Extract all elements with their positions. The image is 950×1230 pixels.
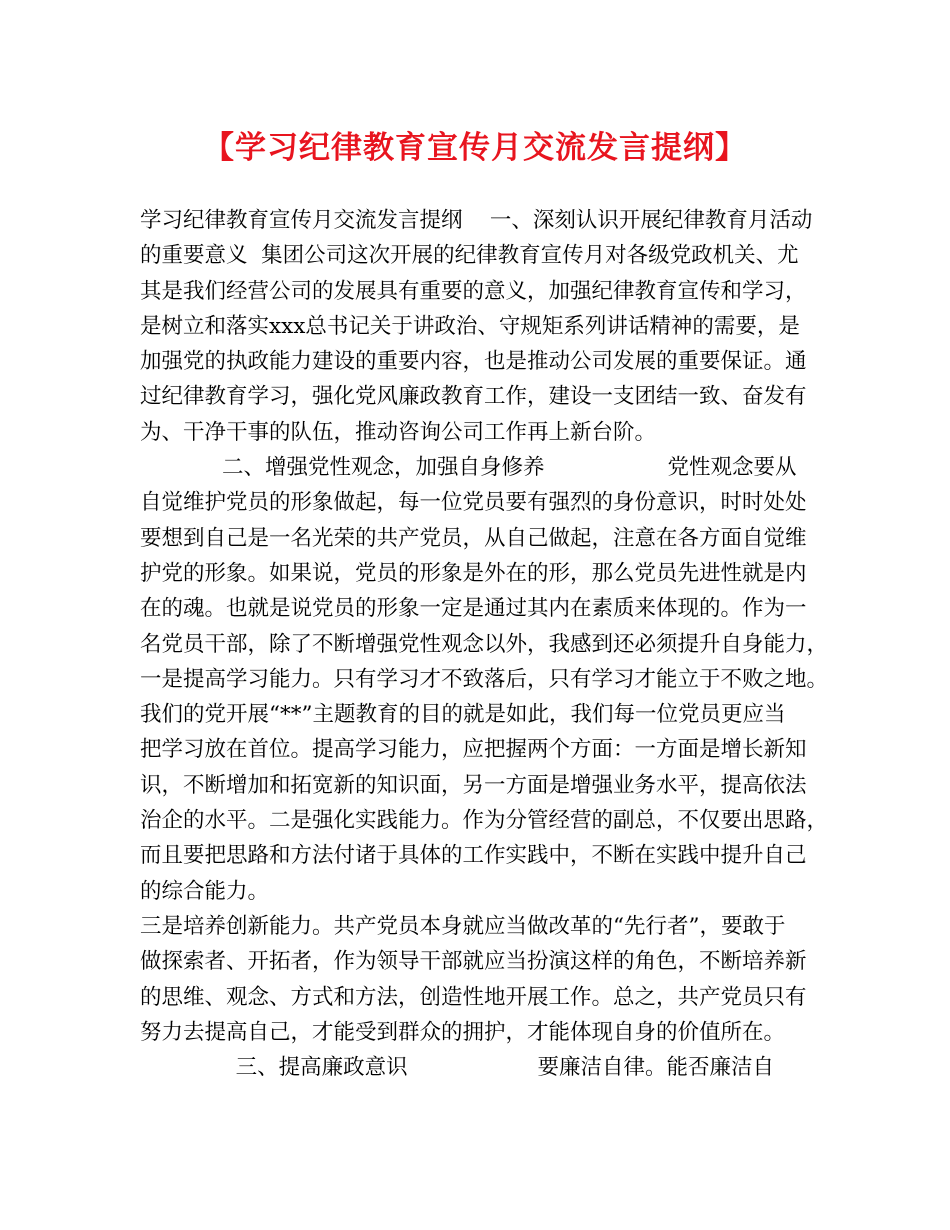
body-line: 把学习放在首位。提高学习能力，应把握两个方面：一方面是增长新知: [140, 737, 807, 763]
body-line: 要想到自己是一名光荣的共产党员，从自己做起，注意在各方面自觉维: [140, 525, 807, 551]
body-line: 是树立和落实xxx总书记关于讲政治、守规矩系列讲话精神的需要，是: [140, 313, 800, 339]
body-line: 而且要把思路和方法付诸于具体的工作实践中，不断在实践中提升自己: [140, 843, 807, 869]
body-line: 努力去提高自己，才能受到群众的拥护，才能体现自身的价值所在。: [140, 1019, 786, 1045]
body-line: 识，不断增加和拓宽新的知识面，另一方面是增强业务水平，提高依法: [140, 772, 807, 798]
body-line: 做探索者、开拓者，作为领导干部就应当扮演这样的角色，不断培养新: [140, 949, 807, 975]
document-body: [140, 203, 840, 1085]
body-line: 一是提高学习能力。只有学习才不致落后，只有学习才能立于不败之地。: [140, 666, 829, 692]
body-line: 在的魂。也就是说党员的形象一定是通过其内在素质来体现的。作为一: [140, 596, 807, 622]
body-line: 自觉维护党员的形象做起，每一位党员要有强烈的身份意识，时时处处: [140, 490, 807, 516]
body-line: 名党员干部，除了不断增强党性观念以外，我感到还必须提升自身能力，: [140, 631, 829, 657]
body-line: 学习纪律教育宣传月交流发言提纲 一、深刻认识开展纪律教育月活动: [140, 208, 813, 233]
body-line: 的重要意义 集团公司这次开展的纪律教育宣传月对各级党政机关、尤: [140, 243, 799, 269]
section-heading-line: 二、增强党性观念，加强自身修养 党性观念要从: [140, 455, 797, 481]
body-line: 其是我们经营公司的发展具有重要的意义，加强纪律教育宣传和学习，: [140, 278, 807, 304]
body-line: 治企的水平。二是强化实践能力。作为分管经营的副总，不仅要出思路，: [140, 808, 829, 834]
body-line: 的思维、观念、方式和方法，创造性地开展工作。总之，共产党员只有: [140, 984, 807, 1010]
body-line: 我们的党开展“**”主题教育的目的就是如此，我们每一位党员更应当: [140, 702, 786, 728]
body-line: 加强党的执政能力建设的重要内容，也是推动公司发展的重要保证。通: [140, 349, 807, 375]
document-title: 【学习纪律教育宣传月交流发言提纲】: [203, 130, 747, 166]
body-line: 的综合能力。: [140, 878, 270, 904]
body-line: 护党的形象。如果说，党员的形象是外在的形，那么党员先进性就是内: [140, 560, 807, 586]
section-heading-line: 三、提高廉政意识 要廉洁自律。能否廉洁自: [140, 1055, 775, 1081]
body-line: 为、干净干事的队伍，推动咨询公司工作再上新台阶。: [140, 419, 657, 445]
body-line: 三是培养创新能力。共产党员本身就应当做改革的“先行者”，要敢于: [140, 913, 786, 939]
body-line: 过纪律教育学习，强化党风廉政教育工作，建设一支团结一致、奋发有: [140, 384, 807, 410]
